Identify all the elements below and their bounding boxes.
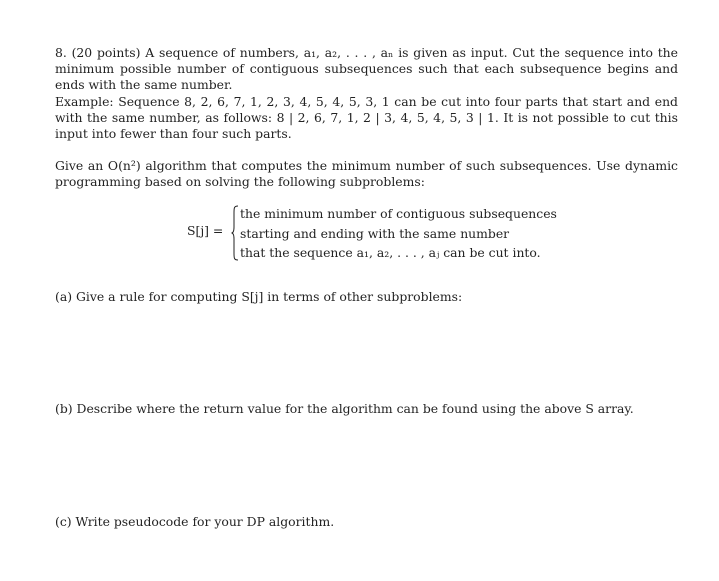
left-brace-icon	[231, 205, 239, 261]
question-a: (a) Give a rule for computing S[j] in terms of other subproblems:	[55, 289, 463, 304]
formula-line: starting and ending with the same number	[240, 225, 510, 241]
problem-example: Example: Sequence 8, 2, 6, 7, 1, 2, 3, 4, 5, 4, 5, 3, 1 can be cut into four parts that start and end with the same number, as follows: 8 | 2, 6, 7, 1, 2 | 3, 4, 5, 4, 5, 3 | 1. It is not possible to cut this input into fewer than four such parts.	[55, 94, 678, 141]
subproblem-definition	[187, 203, 557, 263]
question-b: (b) Describe where the return value for the algorithm can be found using the above S array.	[55, 401, 634, 416]
formula-lines	[240, 204, 557, 263]
formula-line: the minimum number of contiguous subsequences	[240, 206, 557, 221]
formula-lhs: S[j] =	[187, 223, 224, 238]
question-c: (c) Write pseudocode for your DP algorithm.	[55, 514, 335, 529]
formula-line: that the sequence a₁, a₂, . . . , aⱼ can be cut into.	[240, 245, 541, 260]
problem-instruction: Give an O(n²) algorithm that computes the minimum number of such subsequences. Use dynamic programming based on solving the following subproblems:	[55, 158, 678, 189]
problem-header: 8. (20 points) A sequence of numbers, a₁, a₂, . . . , aₙ is given as input. Cut the sequence into the minimum possible number of contiguous subsequences such that each subsequence begins and ends with the same number.	[55, 45, 678, 92]
